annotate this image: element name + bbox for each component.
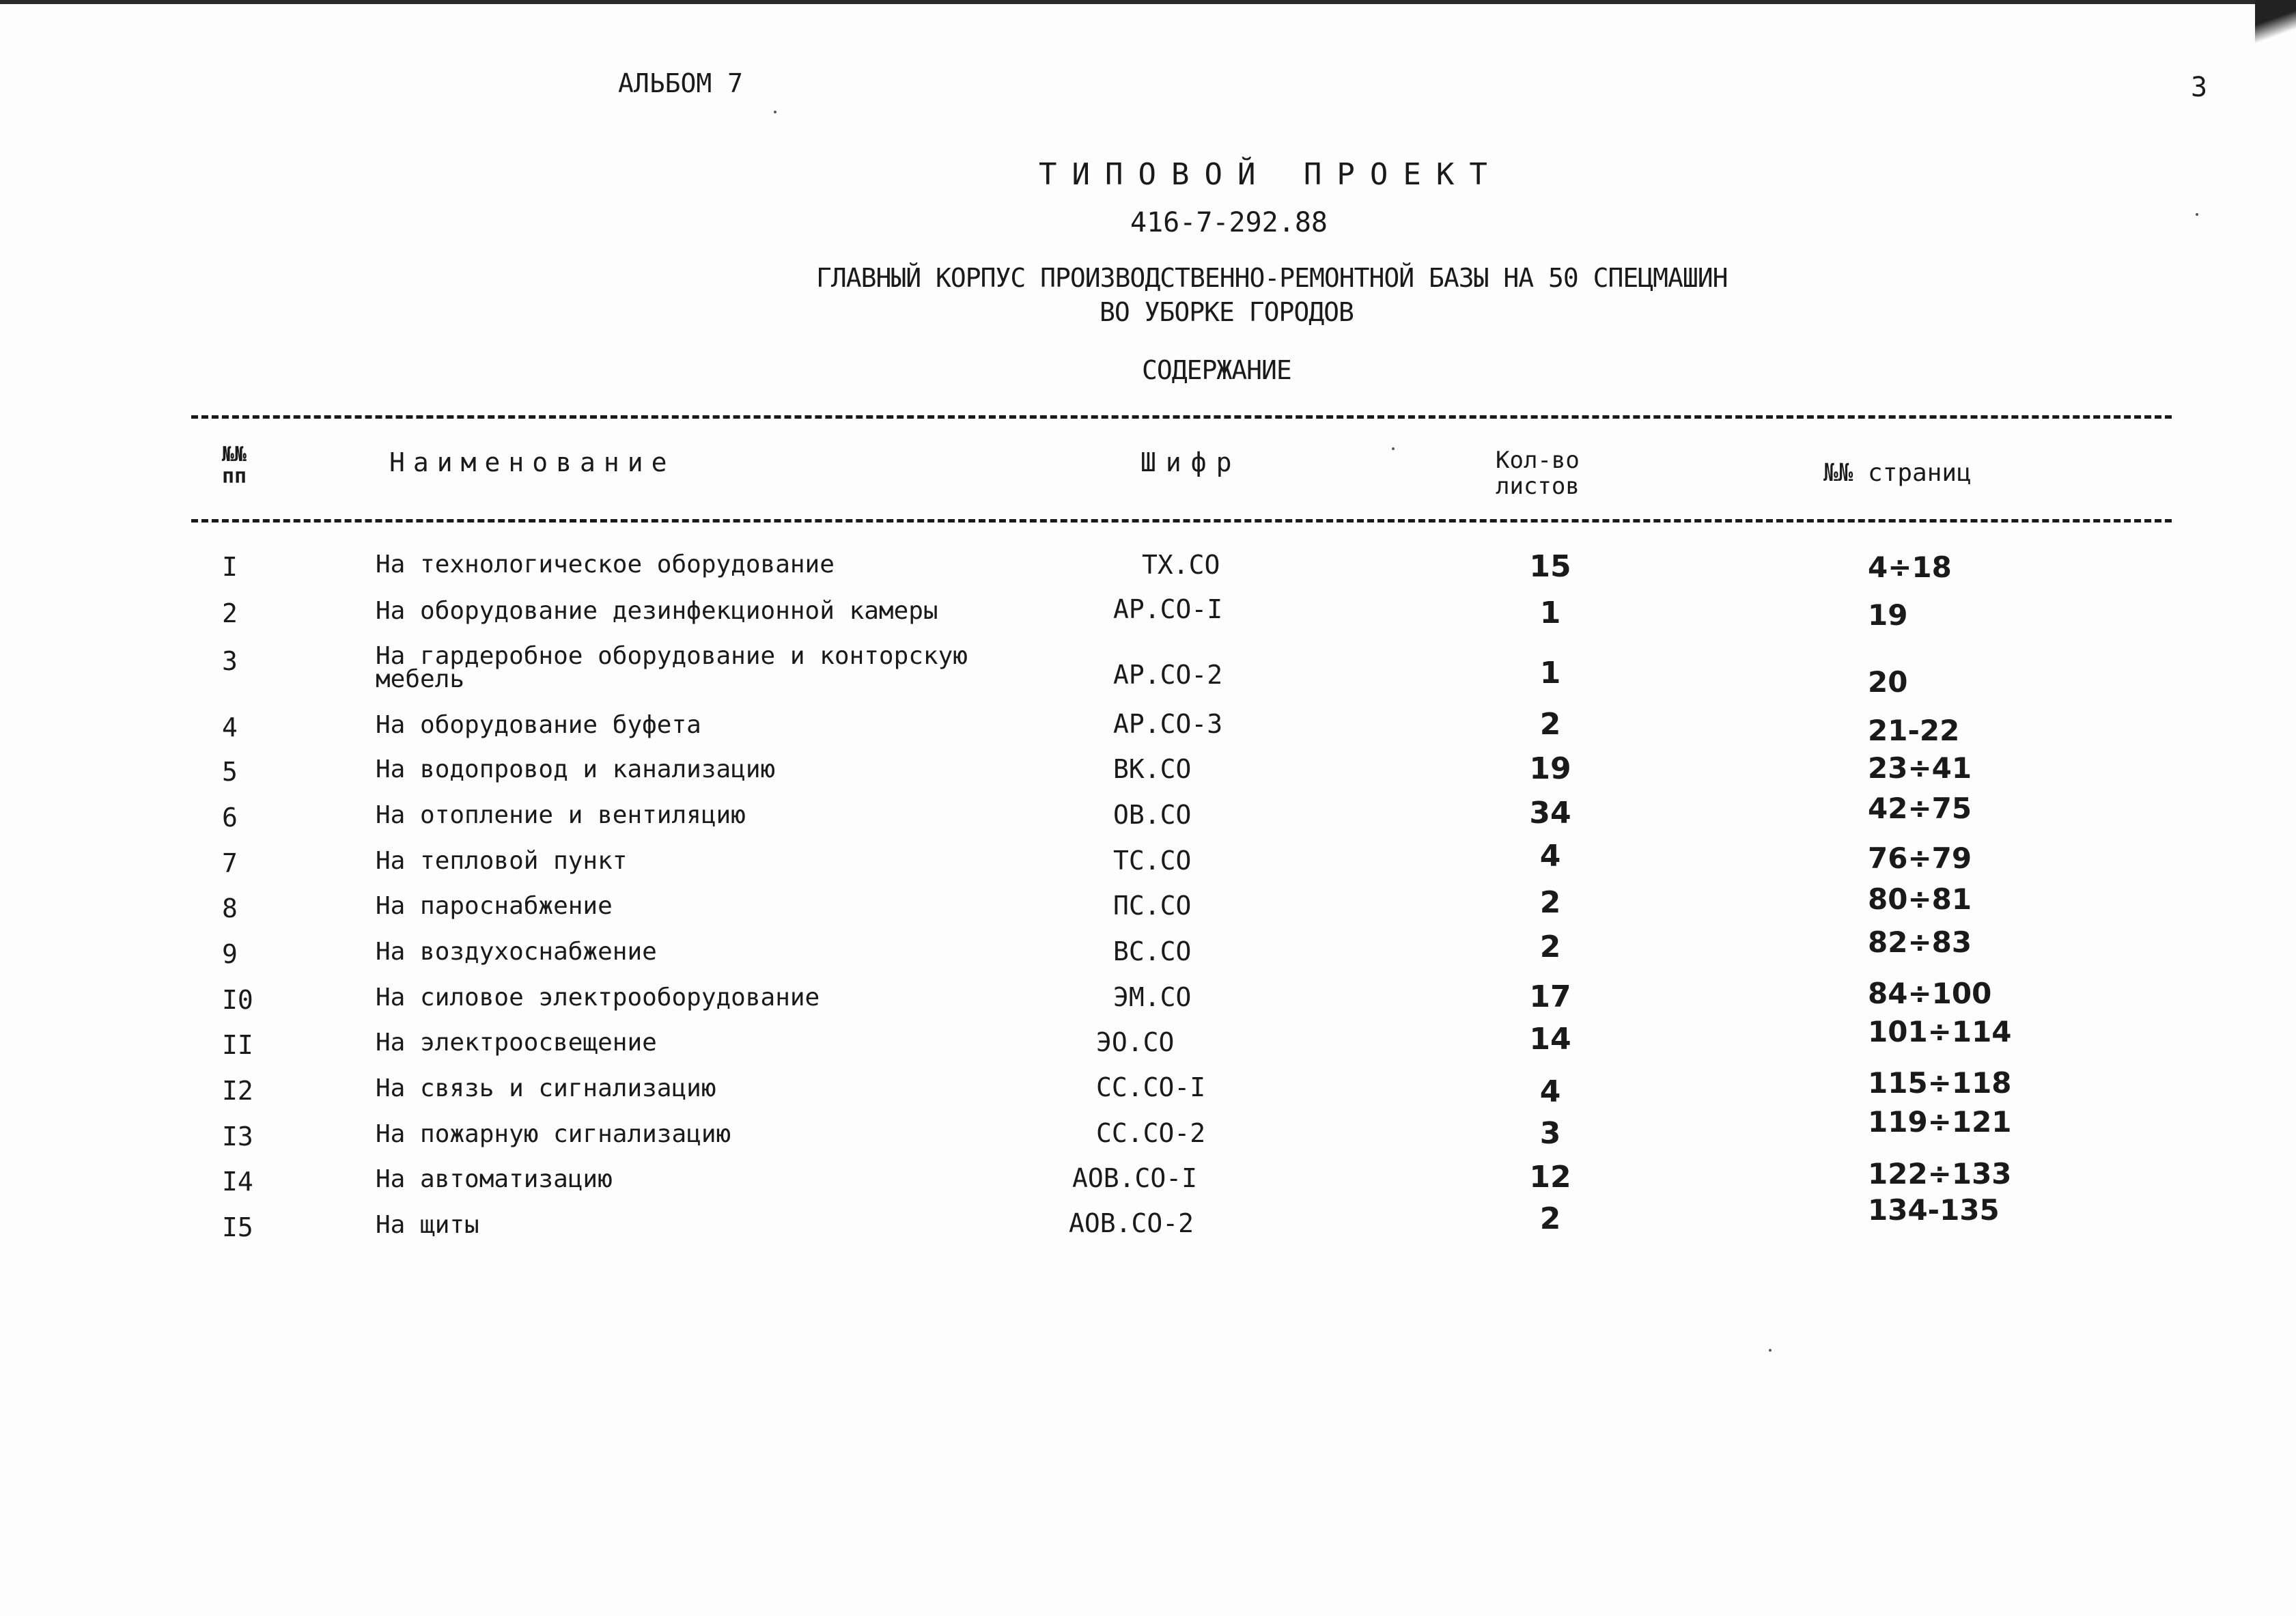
scan-edge-top (0, 0, 2296, 4)
row-code: ЭМ.СО (1113, 982, 1192, 1012)
row-quantity: 1 (1539, 596, 1561, 630)
row-name: На тепловой пункт (376, 847, 628, 875)
row-code: ОВ.СО (1113, 800, 1192, 830)
scan-speck (1392, 447, 1395, 450)
table-row (0, 1193, 2296, 1248)
table-row (0, 882, 2296, 929)
row-code: АОВ.СО-2 (1069, 1208, 1194, 1238)
row-quantity: 4 (1539, 839, 1561, 874)
table-row (0, 979, 2296, 1020)
row-quantity: 4 (1539, 1074, 1561, 1109)
row-number: 3 (222, 646, 238, 676)
row-code: АР.СО-I (1113, 594, 1223, 624)
row-number: I5 (222, 1212, 253, 1242)
row-name: На автоматизацию (376, 1165, 613, 1193)
row-number: 8 (222, 893, 238, 923)
row-quantity: 3 (1539, 1116, 1561, 1151)
column-header-number (222, 444, 247, 488)
row-name: На водопровод и канализацию (376, 755, 776, 783)
row-pages: 84÷100 (1868, 977, 1992, 1010)
scan-speck (1769, 1349, 1772, 1352)
project-title-line2: ВО УБОРКЕ ГОРОДОВ (1100, 297, 1354, 327)
row-name: На пожарную сигнализацию (376, 1120, 731, 1148)
row-number: II (222, 1030, 253, 1060)
column-header-code: Шифр (1140, 447, 1242, 477)
row-name: На отопление и вентиляцию (376, 801, 746, 829)
table-header-rule (191, 519, 2172, 523)
row-number: 9 (222, 939, 238, 969)
row-name: На пароснабжение (376, 892, 613, 920)
row-name: На связь и сигнализацию (376, 1074, 716, 1102)
column-header-number-line2: пп (222, 464, 247, 488)
table-top-rule (191, 415, 2172, 419)
row-pages: 80÷81 (1868, 882, 1972, 916)
table-row (0, 1015, 2296, 1065)
row-number: 7 (222, 848, 238, 878)
row-pages: 115÷118 (1868, 1066, 2012, 1100)
row-quantity: 15 (1529, 549, 1571, 584)
row-quantity: 2 (1539, 930, 1561, 964)
row-name: На воздухоснабжение (376, 938, 657, 966)
row-name: На силовое электрооборудование (376, 984, 820, 1012)
row-number: 5 (222, 757, 238, 787)
row-pages: 134-135 (1868, 1193, 2000, 1227)
column-header-pages: №№ страниц (1823, 459, 1972, 487)
scan-speck (2196, 213, 2198, 216)
table-row (0, 839, 2296, 884)
table-row (0, 925, 2296, 975)
row-name-line2: мебель (376, 665, 465, 693)
column-header-name: Наименование (389, 447, 675, 477)
row-code: ПС.СО (1113, 891, 1192, 921)
row-code: АР.СО-3 (1113, 709, 1223, 739)
row-number: 4 (222, 712, 238, 742)
row-quantity: 19 (1529, 751, 1571, 786)
row-name: На щиты (376, 1211, 479, 1239)
row-code: ТС.СО (1113, 846, 1192, 876)
column-header-quantity-line1: Кол-во (1496, 447, 1580, 474)
row-number: I4 (222, 1167, 253, 1197)
row-pages: 20 (1868, 665, 1908, 699)
row-quantity: 17 (1529, 979, 1571, 1014)
document-type-title: ТИПОВОЙ ПРОЕКТ (1039, 157, 1502, 192)
row-number: I3 (222, 1122, 253, 1152)
row-quantity: 2 (1539, 885, 1561, 920)
row-pages: 23÷41 (1868, 751, 1972, 785)
table-row (0, 792, 2296, 838)
row-number: I2 (222, 1076, 253, 1106)
row-name: На оборудование дезинфекционной камеры (376, 597, 938, 625)
row-pages: 101÷114 (1868, 1015, 2012, 1048)
row-code: ВК.СО (1113, 754, 1192, 784)
row-pages: 119÷121 (1868, 1105, 2012, 1139)
row-pages: 122÷133 (1868, 1157, 2012, 1190)
column-header-quantity (1496, 447, 1580, 499)
row-pages: 42÷75 (1868, 792, 1972, 825)
row-pages: 82÷83 (1868, 925, 1972, 959)
row-pages: 21-22 (1868, 714, 1960, 747)
table-row (0, 751, 2296, 792)
row-pages: 76÷79 (1868, 841, 1972, 875)
row-code: ЭО.СО (1096, 1027, 1175, 1057)
table-row (0, 1105, 2296, 1157)
page-number: 3 (2191, 72, 2208, 103)
column-header-number-line1: №№ (222, 443, 247, 466)
row-name-line1: На гардеробное оборудование и конторскую (376, 642, 968, 670)
contents-heading: СОДЕРЖАНИЕ (1142, 355, 1291, 385)
table-row (0, 546, 2296, 587)
row-quantity: 2 (1539, 1201, 1561, 1236)
row-code: СС.СО-2 (1096, 1118, 1206, 1148)
row-name: На технологическое оборудование (376, 551, 835, 579)
row-quantity: 1 (1539, 656, 1561, 691)
row-quantity: 12 (1529, 1160, 1571, 1195)
column-header-quantity-line2: листов (1496, 473, 1580, 500)
row-quantity: 34 (1529, 796, 1571, 831)
scan-edge-corner (2255, 0, 2296, 48)
row-code: АОВ.СО-I (1072, 1163, 1198, 1193)
row-code: АР.СО-2 (1113, 660, 1223, 690)
album-label: АЛЬБОМ 7 (618, 68, 744, 98)
row-number: 6 (222, 803, 238, 833)
project-code: 416-7-292.88 (1130, 207, 1328, 238)
project-title-line1: ГЛАВНЫЙ КОРПУС ПРОИЗВОДСТВЕННО-РЕМОНТНОЙ БАЗЫ НА 50 СПЕЦМАШИН (816, 263, 1728, 293)
table-row (0, 641, 2296, 699)
row-quantity: 14 (1529, 1022, 1571, 1057)
row-pages: 19 (1868, 598, 1908, 632)
row-number: I0 (222, 985, 253, 1015)
row-pages: 4÷18 (1868, 551, 1952, 584)
row-name (376, 642, 968, 693)
row-name: На электроосвещение (376, 1029, 657, 1057)
table-row (0, 593, 2296, 634)
row-code: ТХ.СО (1142, 550, 1220, 580)
row-number: 2 (222, 598, 238, 628)
row-number: I (222, 552, 238, 582)
table-row (0, 707, 2296, 748)
scan-speck (774, 111, 776, 113)
row-code: ВС.СО (1113, 936, 1192, 966)
row-quantity: 2 (1539, 707, 1561, 742)
row-name: На оборудование буфета (376, 711, 701, 739)
row-code: СС.СО-I (1096, 1072, 1206, 1102)
